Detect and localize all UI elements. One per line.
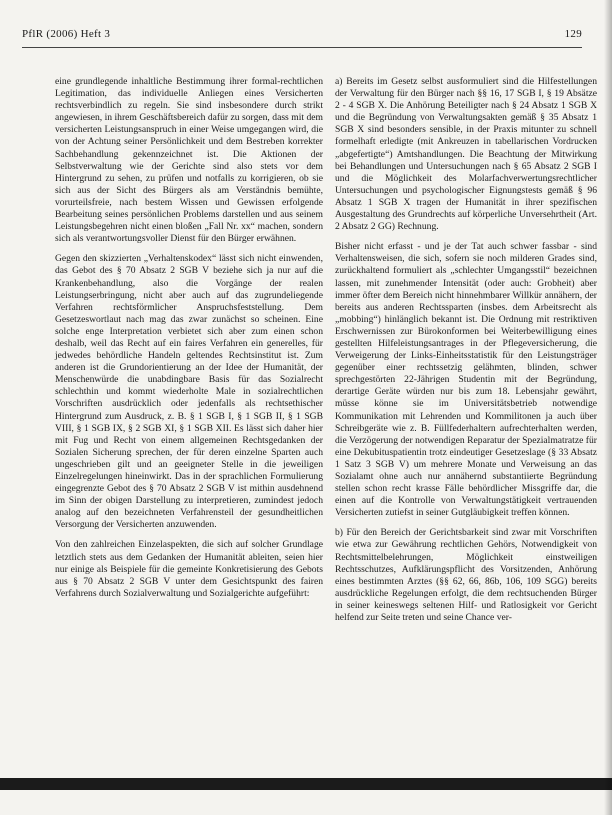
paragraph: eine grundlegende inhaltliche Bestimmung ihrer formal-rechtlichen Legitimation, das individuelle Anliegen eines Versicherten rechtsverbindlich zu regeln. Sie sind insbesondere durch strikt angewiesen, in ihrem Geschäftsbereich dafür zu sorgen, dass mit dem versicherten Leistungsanspruch in einer Weise umgegangen wird, die von der Achtung seiner Persönlichkeit und dem Bestreben korrekter Sachbehandlung gekennzeichnet ist. Die Aktionen der Selbstverwaltung wie der Gerichte sind also stets vor dem Hintergrund zu sehen, zu prüfen und notfalls zu korrigieren, ob sie sich aus der Sicht des Bürgers als am Verständnis bemühte, vorurteilsfreie, nach bestem Wissen und Gewissen erfolgende Bearbeitung seines persönlichen Problems darstellen und aus seinem Leistungsbegehren nicht einen bloßen „Fall Nr. xx“ machen, sondern sich als verantwortungsvoller Dienst für den Bürger erwähnen. xyxy=(55,76,323,245)
paragraph: a) Bereits im Gesetz selbst ausformuliert sind die Hilfestellungen der Verwaltung für den Bürger nach §§ 16, 17 SGB I, § 19 Absätze 2 - 4 SGB X. Die Anhörung Beteiligter nach § 24 Absatz 1 SGB X und die Begründung von Verwaltungsakten gemäß § 35 Absatz 1 SGB X sind besonders sensible, in der Praxis mitunter zu schnell formelhaft erledigte (mit Ankreuzen in tabellarischen Vordrucken „abgefertigte“) Amtshandlungen. Die Beachtung der Mitwirkung bei Behandlungen und Untersuchungen nach § 65 Absatz 2 SGB I und die Möglichkeit des Molarfachverwertungsrechtlicher Untersuchungen und psychologischer Eignungstests gemäß § 96 Absatz 1 SGB X tragen der Humanität in ihrer spezifischen Ausgestaltung des Grundrechts auf körperliche Unversehrtheit (Art. 2 Absatz 2 GG) Rechnung. xyxy=(335,76,597,233)
header-rule xyxy=(22,47,582,48)
scan-edge-bar xyxy=(0,778,612,790)
paragraph: Bisher nicht erfasst - und je der Tat auch schwer fassbar - sind Verhaltensweisen, die sich, sofern sie noch milderen Grades sind, zurückhaltend formuliert als „schlechter Umgangsstil“ bezeichnen lassen, mit zunehmender Intensität (oder auch: Grobheit) aber immer öfter dem Bereich nicht hinnehmbarer Willkür annähern, der bereits aus anderen Rechtssparten (insbes. dem Arbeitsrecht als „mobbing“) hinlänglich bekannt ist. Die Ordnung mit restriktiven Erschwernissen zur Bürokonformen bei Weiterbewilligung eines gestellten Hilfeleistungsantrages in der Pflegeversicherung, die Verweigerung der Links-Einheitsstatistik für den Leistungsträger gegenüber einer rechtssetzig gelähmten, blinden, schwer sprechgestörten 22-Jährigen Studentin mit der Begründung, derartige Geräte würden nur bis zum 18. Lebensjahr gewährt, müsse könne sie im Universitätsbetrieb notwendige Kommunikation mit Lehrenden und Kommilitonen ja auch über Schreibgeräte wie z. B. Füllfederhaltern aufrechterhalten werden, die Verzögerung der notwendigen Reparatur der Spezialmatratze für eine Dekubituspatientin trotz eindeutiger Gesetzeslage (§ 33 Absatz 1 Satz 3 SGB V) um mehrere Monate und Verweisung an das Sozialamt ohne auch nur annähernd substantiierte Begründung stellen schon recht krasse Fälle behördlicher Missgriffe dar, die einen auf die Kontrolle von Verwaltungstätigkeit vertrauenden Versicherten zutiefst in seiner Gutgläubigkeit treffen können. xyxy=(335,241,597,519)
right-column xyxy=(335,76,597,632)
running-header xyxy=(22,28,582,44)
paragraph: Gegen den skizzierten „Verhaltenskodex“ lässt sich nicht einwenden, das Gebot des § 70 Absatz 2 SGB V beziehe sich ja nur auf die Krankenbehandlung, also die Vorgänge der realen Leistungserbringung, nicht aber auch auf das zugrundeliegende Verfahren rechtsförmlicher Anspruchsfeststellung. Dem Gesetzeswortlaut nach mag das zwar zunächst so scheinen. Eine solche enge Interpretation verbietet sich aber zum einen schon deshalb, weil das Recht auf ein faires Verfahren ein generelles, für jedwedes behördliche Handeln geltendes Rechtsinstitut ist. Zum anderen ist die Grundorientierung an der Idee der Humanität, der Menschenwürde die unabdingbare Basis für das Sozialrecht schlechthin und kommt wiederholte Male in sozialrechtlichen Vorschriften ausdrücklich oder jedenfalls als rechtsethischer Hintergrund zum Ausdruck, z. B. § 1 SGB I, § 1 SGB II, § 1 SGB VIII, § 1 SGB IX, § 2 SGB XI, § 1 SGB XII. Es lässt sich daher hier mit Fug und Recht von einem allgemeinen Rechtsgedanken der Sozialen Sicherung sprechen, der für deren einzelne Sparten auch ungeschrieben gilt und an geeigneter Stelle in die jeweiligen Einzelregelungen hineinwirkt. Das in der sprachlichen Formulierung eingegrenzte Gebot des § 70 Absatz 2 SGB V ist mithin ausdehnend im Sinn der obigen Darstellung zu interpretieren, zumindest jedoch analog auf den bezeichneten Verfahrensteil der gesundheitlichen Versorgung der Versicherten anzuwenden. xyxy=(55,253,323,531)
journal-citation: PflR (2006) Heft 3 xyxy=(22,28,111,40)
page-number: 129 xyxy=(564,28,582,40)
paragraph: Von den zahlreichen Einzelaspekten, die sich auf solcher Grundlage letztlich stets aus dem Gedanken der Humanität ableiten, seien hier nur einige als Beispiele für die gemeinte Konkretisierung des Gebots aus § 70 Absatz 2 SGB V unter dem Gesichtspunkt des fairen Verfahrens durch Sozialverwaltung und Sozialgerichte aufgeführt: xyxy=(55,539,323,599)
paragraph: b) Für den Bereich der Gerichtsbarkeit sind zwar mit Vorschriften wie etwa zur Gewährung rechtlichen Gehörs, Notwendigkeit von Rechtsmittelbelehrungen, Möglichkeit einstweiligen Rechtsschutzes, Aufklärungspflicht des Vorsitzenden, Anhörung eines bestimmten Arztes (§§ 62, 66, 86b, 106, 109 SGG) bereits ausdrückliche Regelungen erfolgt, die dem rechtsuchenden Bürger in seiner keineswegs seltenen Hilf- und Ratlosigkeit vor Gericht helfend zur Seite treten und seine Chance ver- xyxy=(335,527,597,624)
left-column xyxy=(55,76,323,608)
page-edge-shadow xyxy=(604,0,612,815)
